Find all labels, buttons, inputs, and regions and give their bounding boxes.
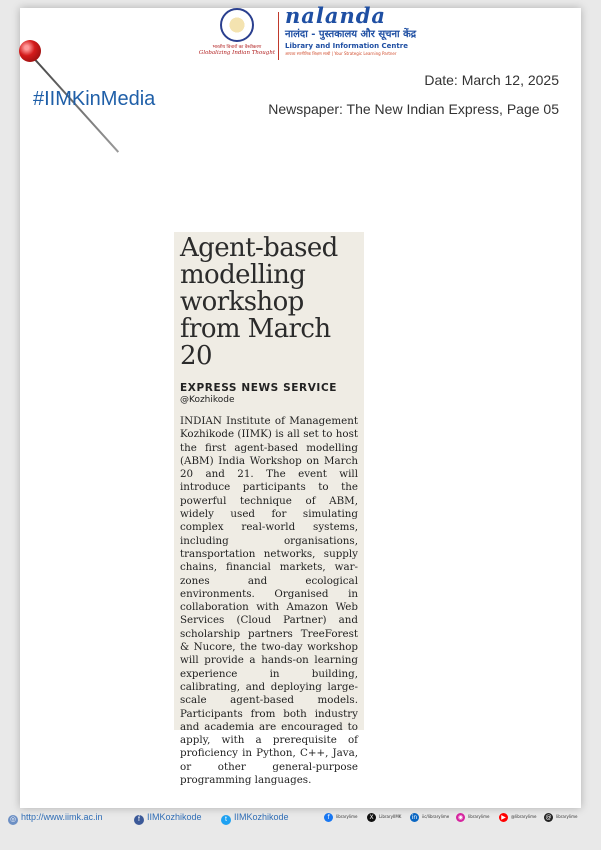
social-linkedin[interactable] (410, 813, 449, 822)
social-youtube[interactable] (499, 813, 536, 822)
social-instagram[interactable] (456, 813, 489, 822)
article-byline: EXPRESS NEWS SERVICE (180, 382, 338, 394)
nalanda-logo (285, 4, 465, 57)
instagram-icon: ◉ (457, 814, 464, 821)
social-x[interactable] (367, 813, 401, 822)
push-pin-icon (19, 40, 41, 62)
linkedin-icon: in (411, 814, 418, 821)
article-dateline: @Kozhikode (180, 395, 235, 405)
social-handle: @librarylime (511, 814, 537, 819)
twitter-handle[interactable]: IIMKozhikode (234, 812, 289, 822)
youtube-icon: ▶ (499, 813, 508, 822)
footer-twitter[interactable] (221, 812, 289, 825)
publication-date: Date: March 12, 2025 (424, 72, 559, 88)
nalanda-subtitle: Library and Information Centre (285, 42, 408, 50)
facebook-handle[interactable]: IIMKozhikode (147, 812, 202, 822)
social-threads[interactable] (544, 813, 577, 822)
footer-bar (0, 808, 601, 830)
logo-divider (278, 12, 279, 60)
media-hashtag: #IIMKinMedia (33, 88, 156, 110)
social-handle: iic/librarylime (422, 814, 450, 819)
nalanda-brand: nalanda (285, 3, 387, 28)
nalanda-tagline: आपका रणनीतिक शिक्षण साथी | Your Strategic Learning Partner (285, 51, 397, 56)
website-link[interactable]: http://www.iimk.ac.in (21, 812, 103, 822)
social-handle: librarylime (336, 814, 358, 819)
article-body: INDIAN Institute of Management Kozhikode (IIMK) is all set to host the first agent-based modelling (ABM) India Workshop on March 20 and 21. The event will introduce participants to the powerful technique of ABM, widely used for simulating complex real-world systems, including organisations, transportation networks, supply chains, financial markets, war-zones and ecological environments. Organised in collaboration with Amazon Web Services (Cloud Partner) and scholarship partners TreeForest & Nucore, the two-day workshop will provide a hands-on learning experience in building, calibrating, and deploying large-scale agent-based models. Participants from both industry and academia are encouraged to apply, with a prerequisite of proficiency in Python, C++, Java, or other general-purpose programming languages. (180, 415, 358, 787)
footer-website[interactable] (8, 812, 103, 825)
nalanda-hindi: नालंदा - पुस्तकालय और सूचना केंद्र (285, 29, 417, 40)
article-headline: Agent-based modelling workshop from March 20 (180, 233, 338, 371)
globe-icon: ◎ (9, 816, 17, 823)
social-handle: librarylime (556, 814, 578, 819)
social-handle: LibraryIIMK (379, 814, 402, 819)
facebook-icon: f (324, 813, 333, 822)
iimk-hindi-tagline: भारतीय विचारों का वैश्वीकरण (212, 45, 262, 50)
iimk-tagline: Globalizing Indian Thought (198, 50, 276, 56)
facebook-icon: f (134, 815, 144, 825)
iimk-emblem-icon (220, 8, 254, 42)
newspaper-source: Newspaper: The New Indian Express, Page 05 (268, 101, 559, 117)
footer-facebook[interactable] (134, 812, 202, 825)
social-handle: librarylime (468, 814, 490, 819)
threads-icon: @ (545, 814, 552, 821)
social-facebook[interactable] (324, 813, 357, 822)
iimk-logo (198, 8, 276, 63)
twitter-icon: t (221, 815, 231, 825)
news-clipping (174, 232, 364, 787)
x-icon: X (367, 813, 376, 822)
